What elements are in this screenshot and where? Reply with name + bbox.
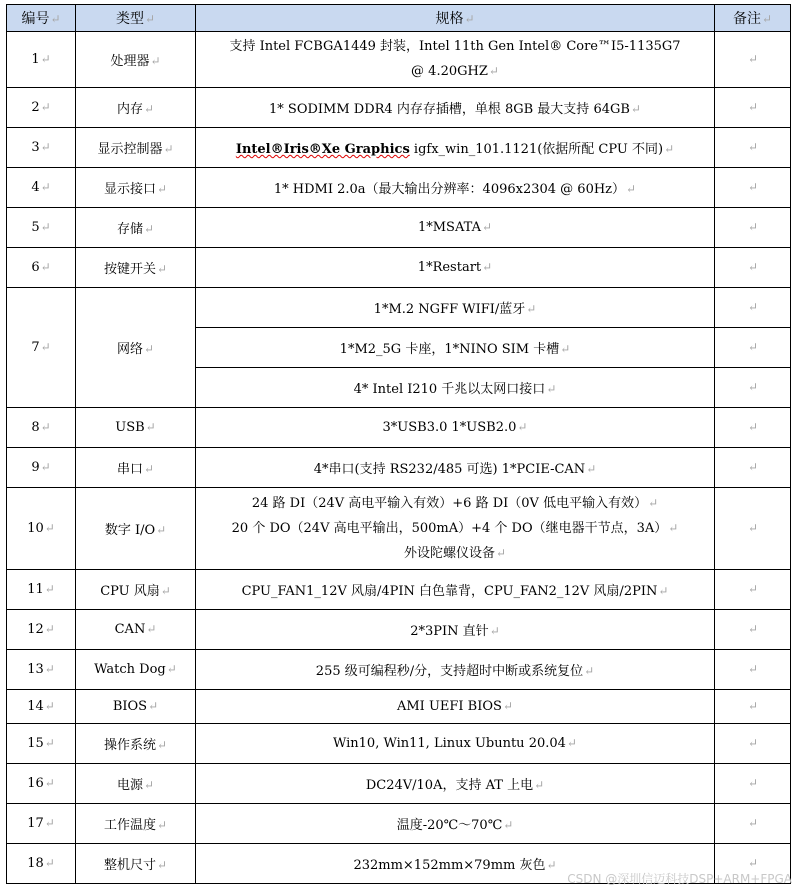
row-number: 11↵ [7,570,76,610]
table-row [7,610,791,650]
table-row [7,764,791,804]
row-type: 数字 I/O↵ [76,488,196,570]
row-type: USB↵ [76,408,196,448]
row-note: ↵ [715,570,791,610]
row-spec: 255 级可编程秒/分，支持超时中断或系统复位↵ [196,650,715,690]
row-spec: 1*M.2 NGFF WIFI/蓝牙↵ [196,288,715,328]
row-number: 17↵ [7,804,76,844]
table-row [7,288,791,328]
row-number: 7↵ [7,288,76,408]
spec-line: @ 4.20GHZ↵ [411,64,499,79]
row-note: ↵ [715,844,791,884]
row-number: 2↵ [7,88,76,128]
table-row [7,408,791,448]
row-type: 显示控制器↵ [76,128,196,168]
row-type: 处理器↵ [76,32,196,88]
row-spec: Win10, Win11, Linux Ubuntu 20.04↵ [196,724,715,764]
row-spec: 2*3PIN 直针↵ [196,610,715,650]
row-spec: 4*串口(支持 RS232/485 可选) 1*PCIE-CAN↵ [196,448,715,488]
header-spec: 规格↵ [196,5,715,32]
row-spec: 1*MSATA↵ [196,208,715,248]
row-note: ↵ [715,408,791,448]
row-spec: 1* HDMI 2.0a（最大输出分辨率：4096x2304 @ 60Hz）↵ [196,168,715,208]
row-number: 12↵ [7,610,76,650]
row-type: 存储↵ [76,208,196,248]
row-type: Watch Dog↵ [76,650,196,690]
row-note: ↵ [715,724,791,764]
watermark: CSDN @深圳信迈科技DSP+ARM+FPGA [567,872,792,886]
table-row [7,570,791,610]
row-spec: DC24V/10A，支持 AT 上电↵ [196,764,715,804]
row-spec: 1*Restart↵ [196,248,715,288]
row-note: ↵ [715,208,791,248]
row-type: 整机尺寸↵ [76,844,196,884]
table-row [7,128,791,168]
row-note: ↵ [715,610,791,650]
spec-line: 20 个 DO（24V 高电平输出，500mA）+4 个 DO（继电器干节点，3A）↵ [231,521,679,536]
row-type: BIOS↵ [76,690,196,724]
row-spec: 温度-20℃～70℃↵ [196,804,715,844]
row-number: 15↵ [7,724,76,764]
row-number: 13↵ [7,650,76,690]
row-number: 16↵ [7,764,76,804]
row-number: 14↵ [7,690,76,724]
row-spec: 3*USB3.0 1*USB2.0↵ [196,408,715,448]
row-note: ↵ [715,32,791,88]
row-spec: 1*M2_5G 卡座，1*NINO SIM 卡槽↵ [196,328,715,368]
row-type: 电源↵ [76,764,196,804]
row-note: ↵ [715,690,791,724]
row-number: 10↵ [7,488,76,570]
spec-line: 24 路 DI（24V 高电平输入有效）+6 路 DI（0V 低电平输入有效）↵ [251,496,659,511]
table-row [7,248,791,288]
header-note: 备注↵ [715,5,791,32]
table-row [7,448,791,488]
row-note: ↵ [715,248,791,288]
row-number: 8↵ [7,408,76,448]
spec-line: 支持 Intel FCBGA1449 封装，Intel 11th Gen Intel® Core™I5-1135G7 [229,39,681,54]
row-type: 操作系统↵ [76,724,196,764]
table-row [7,88,791,128]
row-number: 9↵ [7,448,76,488]
row-type: 显示接口↵ [76,168,196,208]
row-number: 5↵ [7,208,76,248]
row-number: 1↵ [7,32,76,88]
row-type: 内存↵ [76,88,196,128]
header-no: 编号↵ [7,5,76,32]
row-spec [196,32,715,88]
table-row [7,724,791,764]
row-spec: Intel®Iris®Xe Graphics igfx_win_101.1121(依据所配 CPU 不同)↵ [196,128,715,168]
row-spec: CPU_FAN1_12V 风扇/4PIN 白色靠背，CPU_FAN2_12V 风扇/2PIN↵ [196,570,715,610]
row-type: 串口↵ [76,448,196,488]
table-row [7,690,791,724]
row-type: 工作温度↵ [76,804,196,844]
header-type: 类型↵ [76,5,196,32]
row-type: 按键开关↵ [76,248,196,288]
row-note: ↵ [715,764,791,804]
row-note: ↵ [715,368,791,408]
row-spec [196,488,715,570]
table-row [7,804,791,844]
table-row [7,208,791,248]
spec-line: 外设陀螺仪设备↵ [403,546,507,561]
row-note: ↵ [715,448,791,488]
row-number: 4↵ [7,168,76,208]
table-row [7,650,791,690]
row-type: 网络↵ [76,288,196,408]
row-note: ↵ [715,804,791,844]
row-spec: 1* SODIMM DDR4 内存存插槽，单根 8GB 最大支持 64GB↵ [196,88,715,128]
row-note: ↵ [715,128,791,168]
row-number: 6↵ [7,248,76,288]
row-type: CPU 风扇↵ [76,570,196,610]
row-spec: 4* Intel I210 千兆以太网口接口↵ [196,368,715,408]
row-note: ↵ [715,650,791,690]
row-number: 18↵ [7,844,76,884]
row-type: CAN↵ [76,610,196,650]
header-row [7,5,791,32]
row-spec: 232mm×152mm×79mm 灰色↵ [196,844,715,884]
row-note: ↵ [715,488,791,570]
row-spec: AMI UEFI BIOS↵ [196,690,715,724]
table-row [7,488,791,570]
row-number: 3↵ [7,128,76,168]
table-row [7,168,791,208]
spec-table [6,4,791,884]
table-row [7,32,791,88]
row-note: ↵ [715,88,791,128]
row-note: ↵ [715,168,791,208]
row-note: ↵ [715,328,791,368]
row-note: ↵ [715,288,791,328]
